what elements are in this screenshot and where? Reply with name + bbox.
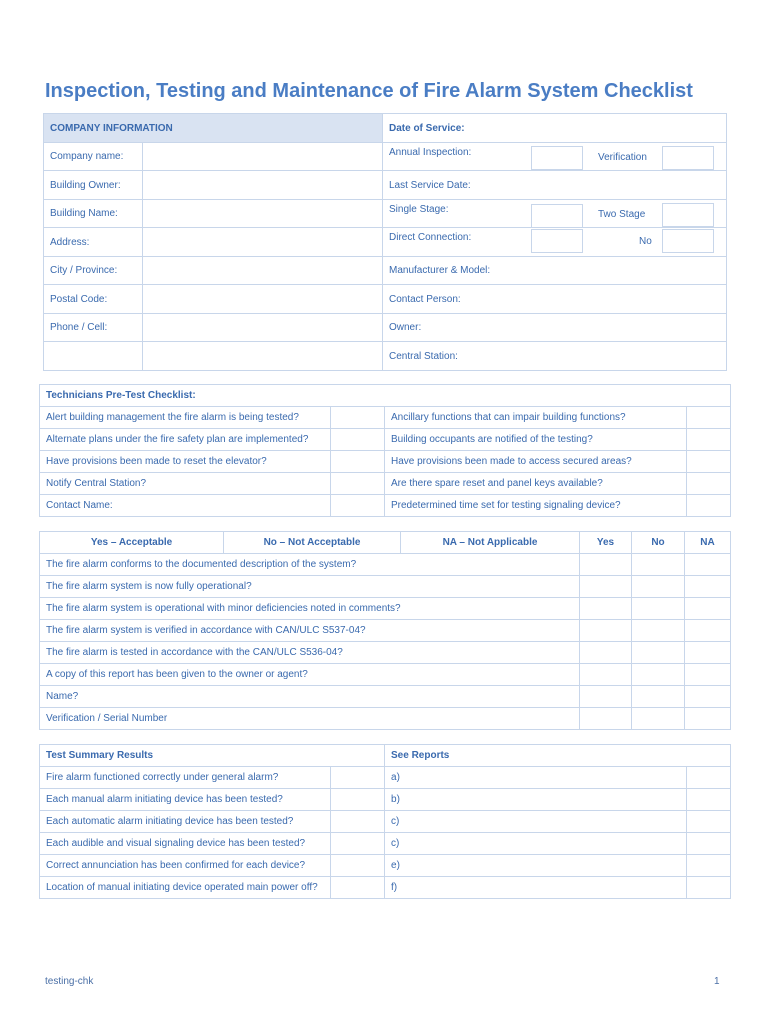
summary-report-check[interactable] xyxy=(687,789,731,811)
single-stage-checkbox[interactable] xyxy=(531,204,583,228)
acceptance-question: A copy of this report has been given to the owner or agent? xyxy=(40,664,580,686)
pretest-item: Are there spare reset and panel keys available? xyxy=(385,473,687,495)
pretest-check[interactable] xyxy=(331,495,385,517)
na-cell[interactable] xyxy=(685,642,731,664)
direct-connection-checkbox[interactable] xyxy=(531,229,583,253)
pretest-header: Technicians Pre-Test Checklist: xyxy=(40,385,731,407)
yes-cell[interactable] xyxy=(580,664,632,686)
verification-label: Verification xyxy=(598,152,647,163)
summary-report: b) xyxy=(385,789,687,811)
yes-cell[interactable] xyxy=(580,554,632,576)
pretest-item: Have provisions been made to reset the elevator? xyxy=(40,451,331,473)
summary-report-check[interactable] xyxy=(687,811,731,833)
two-stage-label: Two Stage xyxy=(598,209,646,220)
summary-report-check[interactable] xyxy=(687,767,731,789)
acceptance-question: The fire alarm conforms to the documented description of the system? xyxy=(40,554,580,576)
no-cell[interactable] xyxy=(632,708,685,730)
header-na: NA xyxy=(685,532,731,554)
header-no: No xyxy=(632,532,685,554)
city-province-label: City / Province: xyxy=(44,257,143,285)
pretest-check[interactable] xyxy=(687,473,731,495)
no-cell[interactable] xyxy=(632,598,685,620)
company-name-field[interactable] xyxy=(143,143,383,171)
yes-cell[interactable] xyxy=(580,686,632,708)
summary-report-check[interactable] xyxy=(687,877,731,899)
acceptance-question: Name? xyxy=(40,686,580,708)
no-checkbox[interactable] xyxy=(662,229,714,253)
city-province-field[interactable] xyxy=(143,257,383,285)
summary-report: c) xyxy=(385,811,687,833)
na-cell[interactable] xyxy=(685,708,731,730)
building-owner-label: Building Owner: xyxy=(44,171,143,200)
contact-person-label: Contact Person: xyxy=(383,285,727,314)
yes-cell[interactable] xyxy=(580,620,632,642)
footer-page-number: 1 xyxy=(714,976,720,987)
pretest-check[interactable] xyxy=(687,407,731,429)
single-stage-label: Single Stage: xyxy=(389,204,449,215)
annual-inspection-label: Annual Inspection: xyxy=(389,147,472,158)
building-owner-field[interactable] xyxy=(143,171,383,200)
summary-report: e) xyxy=(385,855,687,877)
pretest-check[interactable] xyxy=(687,495,731,517)
pretest-item: Building occupants are notified of the testing? xyxy=(385,429,687,451)
na-cell[interactable] xyxy=(685,598,731,620)
acceptance-question: The fire alarm system is now fully operational? xyxy=(40,576,580,598)
acceptance-question: The fire alarm system is verified in accordance with CAN/ULC S537-04? xyxy=(40,620,580,642)
company-info-table xyxy=(43,113,727,371)
pretest-check[interactable] xyxy=(331,429,385,451)
date-of-service-header: Date of Service: xyxy=(383,114,727,143)
no-cell[interactable] xyxy=(632,642,685,664)
na-cell[interactable] xyxy=(685,576,731,598)
pretest-item: Predetermined time set for testing signaling device? xyxy=(385,495,687,517)
central-station-label: Central Station: xyxy=(383,342,727,371)
phone-cell-label: Phone / Cell: xyxy=(44,314,143,342)
footer-doc-id: testing-chk xyxy=(45,976,94,987)
summary-check[interactable] xyxy=(331,877,385,899)
acceptance-table xyxy=(39,531,731,730)
verification-checkbox[interactable] xyxy=(662,146,714,170)
summary-check[interactable] xyxy=(331,833,385,855)
no-cell[interactable] xyxy=(632,686,685,708)
no-cell[interactable] xyxy=(632,554,685,576)
manufacturer-model-label: Manufacturer & Model: xyxy=(383,257,727,285)
header-yes-acceptable: Yes – Acceptable xyxy=(40,532,224,554)
annual-inspection-checkbox[interactable] xyxy=(531,146,583,170)
building-name-field[interactable] xyxy=(143,200,383,228)
acceptance-question: The fire alarm system is operational with minor deficiencies noted in comments? xyxy=(40,598,580,620)
yes-cell[interactable] xyxy=(580,576,632,598)
pretest-item: Have provisions been made to access secured areas? xyxy=(385,451,687,473)
header-no-not-acceptable: No – Not Acceptable xyxy=(224,532,401,554)
summary-question: Fire alarm functioned correctly under general alarm? xyxy=(40,767,331,789)
direct-connection-label: Direct Connection: xyxy=(389,232,472,243)
summary-report: a) xyxy=(385,767,687,789)
pretest-item: Ancillary functions that can impair building functions? xyxy=(385,407,687,429)
summary-question: Each manual alarm initiating device has been tested? xyxy=(40,789,331,811)
no-cell[interactable] xyxy=(632,620,685,642)
test-summary-table xyxy=(39,744,731,899)
company-name-label: Company name: xyxy=(44,143,143,171)
pretest-item: Contact Name: xyxy=(40,495,331,517)
blank-field[interactable] xyxy=(143,342,383,371)
postal-code-label: Postal Code: xyxy=(44,285,143,314)
acceptance-question: Verification / Serial Number xyxy=(40,708,580,730)
yes-cell[interactable] xyxy=(580,642,632,664)
pretest-item: Alternate plans under the fire safety plan are implemented? xyxy=(40,429,331,451)
address-field[interactable] xyxy=(143,228,383,257)
two-stage-checkbox[interactable] xyxy=(662,203,714,227)
pretest-check[interactable] xyxy=(687,451,731,473)
summary-question: Each audible and visual signaling device has been tested? xyxy=(40,833,331,855)
pretest-check[interactable] xyxy=(331,451,385,473)
summary-question: Location of manual initiating device operated main power off? xyxy=(40,877,331,899)
summary-question: Correct annunciation has been confirmed for each device? xyxy=(40,855,331,877)
last-service-date-label: Last Service Date: xyxy=(383,171,727,200)
yes-cell[interactable] xyxy=(580,598,632,620)
postal-code-field[interactable] xyxy=(143,285,383,314)
summary-check[interactable] xyxy=(331,789,385,811)
no-cell[interactable] xyxy=(632,664,685,686)
owner-label: Owner: xyxy=(383,314,727,342)
summary-report-check[interactable] xyxy=(687,833,731,855)
header-yes: Yes xyxy=(580,532,632,554)
company-info-header: COMPANY INFORMATION xyxy=(44,114,383,143)
summary-check[interactable] xyxy=(331,767,385,789)
na-cell[interactable] xyxy=(685,664,731,686)
header-na-not-applicable: NA – Not Applicable xyxy=(401,532,580,554)
see-reports-header: See Reports xyxy=(385,745,731,767)
na-cell[interactable] xyxy=(685,620,731,642)
building-name-label: Building Name: xyxy=(44,200,143,228)
na-cell[interactable] xyxy=(685,686,731,708)
summary-report: f) xyxy=(385,877,687,899)
summary-check[interactable] xyxy=(331,811,385,833)
page-title: Inspection, Testing and Maintenance of Fire Alarm System Checklist xyxy=(45,80,693,102)
pretest-check[interactable] xyxy=(687,429,731,451)
test-summary-header: Test Summary Results xyxy=(40,745,385,767)
summary-report: c) xyxy=(385,833,687,855)
pretest-item: Alert building management the fire alarm is being tested? xyxy=(40,407,331,429)
address-label: Address: xyxy=(44,228,143,257)
summary-question: Each automatic alarm initiating device has been tested? xyxy=(40,811,331,833)
yes-cell[interactable] xyxy=(580,708,632,730)
blank-label xyxy=(44,342,143,371)
pretest-item: Notify Central Station? xyxy=(40,473,331,495)
no-label: No xyxy=(639,236,652,247)
no-cell[interactable] xyxy=(632,576,685,598)
summary-report-check[interactable] xyxy=(687,855,731,877)
acceptance-question: The fire alarm is tested in accordance with the CAN/ULC S536-04? xyxy=(40,642,580,664)
na-cell[interactable] xyxy=(685,554,731,576)
summary-check[interactable] xyxy=(331,855,385,877)
pretest-check[interactable] xyxy=(331,407,385,429)
phone-cell-field[interactable] xyxy=(143,314,383,342)
pretest-check[interactable] xyxy=(331,473,385,495)
pretest-checklist-table xyxy=(39,384,731,517)
